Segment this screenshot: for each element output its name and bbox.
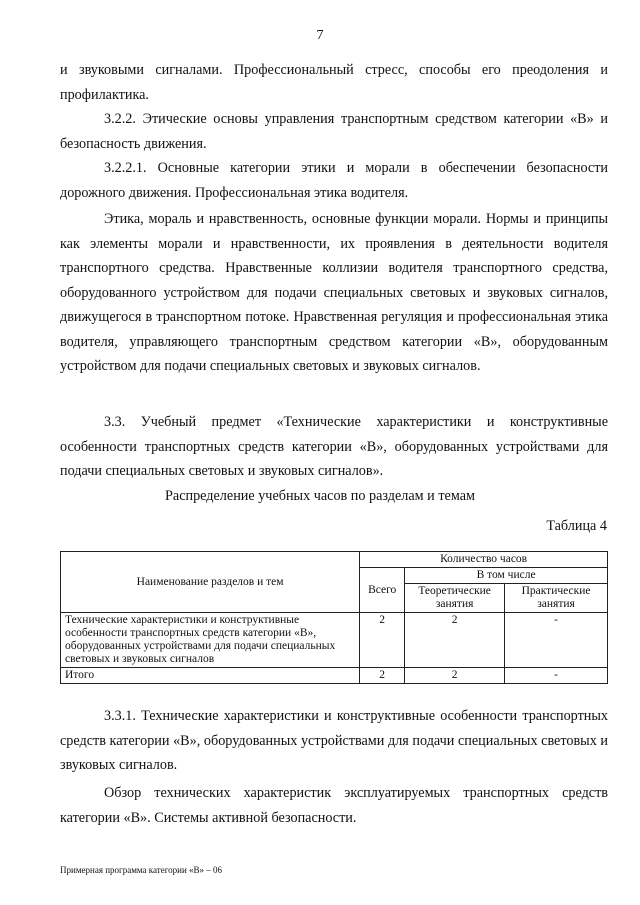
total-row-theory: 2	[405, 668, 505, 684]
total-row-name: Итого	[61, 668, 360, 684]
header-theory: Теоретические занятия	[405, 584, 505, 613]
total-row-practice: -	[505, 668, 608, 684]
paragraph-section-3-3-1: 3.3.1. Технические характеристики и конструктивные особенности транспортных средств категории «В», оборудованных устройствами для подачи специальных световых и звуковых сигналов.	[60, 708, 608, 773]
row-theory: 2	[405, 613, 505, 668]
table-total-row	[61, 668, 608, 684]
table-row	[61, 613, 608, 668]
total-row-total: 2	[360, 668, 405, 684]
page-number: 7	[316, 28, 324, 43]
row-practice: -	[505, 613, 608, 668]
paragraph-section-3-2-2: 3.2.2. Этические основы управления транспортным средством категории «В» и безопасность движения.	[60, 111, 608, 152]
header-name: Наименование разделов и тем	[61, 552, 360, 613]
hours-table	[60, 551, 608, 684]
paragraph-ethics: Этика, мораль и нравственность, основные функции морали. Нормы и принципы как элементы морали и нравственности, их проявления в деятельности водителя транспортного средства. Нравственные коллизии водителя транспортного средства, оборудованного устройством для подачи специальных световых и звуковых сигналов, движущегося в транспортном потоке. Нравственная регуляция и профессиональная этика водителя, управляющего транспортным средством категории «В», оборудованным устройством для подачи специальных световых и звуковых сигналов.	[60, 211, 608, 374]
paragraph-stress: и звуковыми сигналами. Профессиональный стресс, способы его преодоления и профилактика.	[60, 62, 608, 103]
table-title: Распределение учебных часов по разделам и темам	[165, 488, 475, 504]
header-total: Всего	[360, 568, 405, 613]
header-hours: Количество часов	[360, 552, 608, 568]
row-total: 2	[360, 613, 405, 668]
footer-note: Примерная программа категории «В» – 06	[60, 865, 223, 875]
paragraph-overview: Обзор технических характеристик эксплуатируемых транспортных средств категории «В». Системы активной безопасности.	[60, 785, 608, 826]
header-including: В том числе	[405, 568, 608, 584]
paragraph-section-3-3: 3.3. Учебный предмет «Технические характеристики и конструктивные особенности транспортных средств категории «В», оборудованных устройствами для подачи специальных световых и звуковых сигналов».	[60, 414, 608, 479]
row-name: Технические характеристики и конструктивные особенности транспортных средств категории «В», оборудованных устройствами для подачи специальных световых и звуковых сигналов	[61, 613, 360, 668]
header-practice: Практические занятия	[505, 584, 608, 613]
table-label: Таблица 4	[546, 518, 607, 534]
paragraph-section-3-2-2-1: 3.2.2.1. Основные категории этики и морали в обеспечении безопасности дорожного движения. Профессиональная этика водителя.	[60, 160, 608, 201]
